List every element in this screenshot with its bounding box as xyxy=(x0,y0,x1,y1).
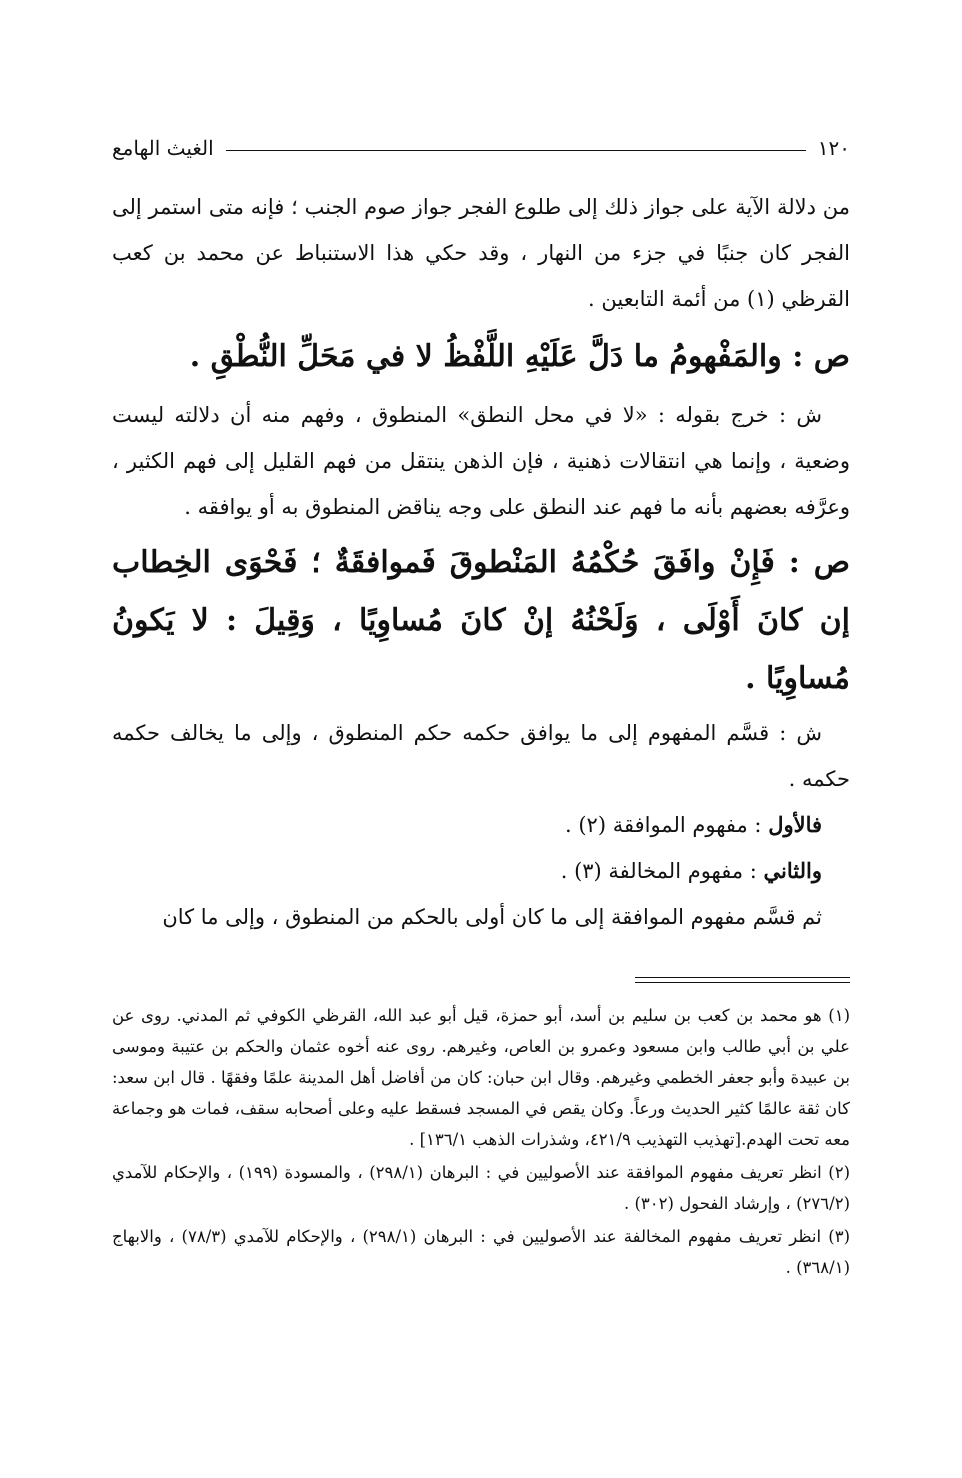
second-text: : مفهوم المخالفة (٣) . xyxy=(560,859,764,883)
matn-2: ص : فَإِنْ وافَقَ حُكْمُهُ المَنْطوقَ فَموافقَةٌ ؛ فَحْوَى الخِطاب إن كانَ أَوْلَى ، وَلَحْنُهُ إنْ كانَ مُساوِيًا ، وَقِيلَ : لا يَكونُ مُساوِيًا . xyxy=(112,545,850,696)
footnotes xyxy=(112,1000,850,1285)
list-item-second xyxy=(112,848,822,894)
footnote-separator xyxy=(112,974,850,986)
page-number: ١٢٠ xyxy=(817,136,850,160)
matn-1: ص : والمَفْهومُ ما دَلَّ عَلَيْهِ اللَّفْظُ لا في مَحَلِّ النُّطْقِ . xyxy=(189,339,850,374)
footnote-1: (١) هو محمد بن كعب بن سليم بن أسد، أبو حمزة، قيل أبو عبد الله، القرظي الكوفي ثم المدني. روى عن علي بن أبي طالب وابن مسعود وعمرو بن العاص، وغيرهم. روى عنه أخوه عثمان والحكم بن عتيبة وموسى بن عبيدة وأبو جعفر الخطمي وغيرهم. وقال ابن حبان: كان من أفاضل أهل المدينة علمًا وفقهًا . قال ابن سعد: كان ثقة عالمًا كثير الحديث ورعاً. وكان يقص في المسجد فسقط عليه وعلى أصحابه سقف، فمات هو وجماعة معه تحت الهدم.[تهذيب التهذيب ٤٢١/٩، وشذرات الذهب ١٣٦/١] . xyxy=(112,1006,850,1149)
paragraph-2: ش : خرج بقوله : «لا في محل النطق» المنطوق ، وفهم منه أن دلالته ليست وضعية ، وإنما هي انتقالات ذهنية ، فإن الذهن ينتقل من فهم القليل إلى فهم الكثير ، وعرَّفه بعضهم بأنه ما فهم عند النطق على وجه يناقض المنطوق به أو يوافقه . xyxy=(112,403,850,519)
second-label: والثاني xyxy=(763,858,822,883)
paragraph-3: ش : قسَّم المفهوم إلى ما يوافق حكمه حكم المنطوق ، وإلى ما يخالف حكمه حكمه . xyxy=(112,721,850,791)
footnote-3: (٣) انظر تعريف مفهوم المخالفة عند الأصوليين في : البرهان (٢٩٨/١) ، والإحكام للآمدي (٧٨/٣) ، والابهاج (٣٦٨/١) . xyxy=(112,1227,851,1277)
book-title: الغيث الهامع xyxy=(112,136,214,160)
main-text xyxy=(112,184,850,940)
paragraph-4: ثم قسَّم مفهوم الموافقة إلى ما كان أولى بالحكم من المنطوق ، وإلى ما كان xyxy=(162,905,822,929)
first-label: فالأول xyxy=(768,812,822,837)
list-item-first xyxy=(112,802,822,848)
first-text: : مفهوم الموافقة (٢) . xyxy=(565,813,769,837)
running-header xyxy=(112,128,850,168)
header-rule xyxy=(226,150,806,151)
footnote-2: (٢) انظر تعريف مفهوم الموافقة عند الأصوليين في : البرهان (٢٩٨/١) ، والمسودة (١٩٩) ، والإحكام للآمدي (٢٧٦/٢) ، وإرشاد الفحول (٣٠٢) . xyxy=(112,1163,850,1213)
paragraph-1: من دلالة الآية على جواز ذلك إلى طلوع الفجر جواز صوم الجنب ؛ فإنه متى استمر إلى الفجر كان جنبًا في جزء من النهار ، وقد حكي هذا الاستنباط عن محمد بن كعب القرظي (١) من أئمة التابعين . xyxy=(112,195,850,311)
